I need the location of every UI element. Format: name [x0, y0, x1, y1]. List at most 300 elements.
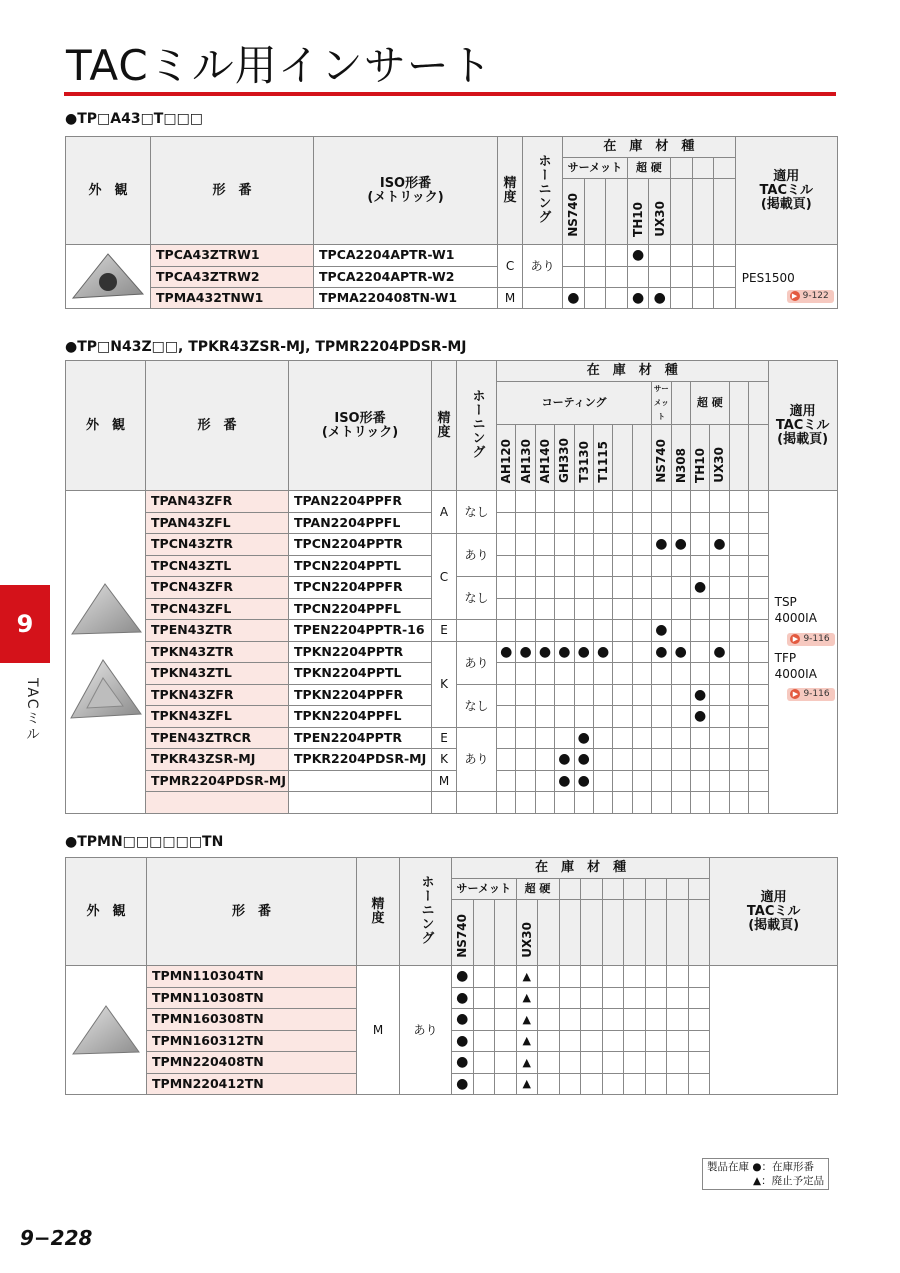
stock-empty	[516, 577, 535, 599]
stock-empty	[613, 598, 632, 620]
stock-empty	[555, 663, 574, 685]
precision-cell: M	[498, 288, 523, 309]
honing-cell: なし	[457, 491, 497, 534]
stock-empty	[749, 512, 769, 534]
stock-empty	[688, 1030, 710, 1052]
stock-empty	[593, 620, 612, 642]
stock-empty	[559, 1009, 581, 1031]
stock-dot: ●	[452, 1009, 474, 1031]
stock-empty	[535, 577, 554, 599]
stock-empty	[749, 641, 769, 663]
stock-empty	[516, 792, 535, 814]
model-cell: TPMA432TNW1	[151, 288, 314, 309]
page-number: 9−228	[20, 1226, 93, 1250]
header-model: 形 番	[151, 137, 314, 245]
discontinue-triangle: ▲	[516, 987, 538, 1009]
stock-empty	[710, 706, 729, 728]
stock-empty	[497, 663, 516, 685]
model-cell: TPKR43ZSR-MJ	[146, 749, 289, 771]
discontinue-triangle: ▲	[516, 1052, 538, 1074]
iso-cell	[289, 792, 432, 814]
stock-empty	[497, 706, 516, 728]
stock-empty	[690, 512, 709, 534]
stock-empty	[574, 706, 593, 728]
stock-empty	[613, 491, 632, 513]
stock-empty	[624, 1030, 646, 1052]
stock-empty	[555, 792, 574, 814]
stock-empty	[710, 684, 729, 706]
stock-empty	[613, 512, 632, 534]
stock-empty	[652, 663, 671, 685]
stock-empty	[613, 577, 632, 599]
stock-empty	[495, 1030, 517, 1052]
header-appearance: 外 観	[66, 858, 147, 966]
model-cell: TPMN110304TN	[147, 966, 357, 988]
stock-empty	[535, 684, 554, 706]
precision-cell: E	[432, 620, 457, 642]
grade-blank	[581, 900, 603, 966]
honing-cell: なし	[457, 577, 497, 620]
iso-cell	[289, 770, 432, 792]
stock-empty	[710, 577, 729, 599]
stock-empty	[749, 577, 769, 599]
precision-cell: M	[432, 770, 457, 792]
header-stock: 在 庫 材 種	[563, 137, 736, 158]
stock-empty	[593, 512, 612, 534]
stock-empty	[690, 792, 709, 814]
header-cermet: サーメット	[563, 158, 628, 179]
stock-empty	[645, 966, 667, 988]
grade-ns740: NS740	[452, 900, 474, 966]
stock-dot: ●	[652, 620, 671, 642]
header-carbide: 超 硬	[627, 158, 670, 179]
stock-empty	[538, 966, 560, 988]
model-cell: TPKN43ZFL	[146, 706, 289, 728]
section3-table	[65, 857, 838, 1095]
stock-empty	[555, 491, 574, 513]
stock-empty	[652, 512, 671, 534]
stock-empty	[671, 512, 690, 534]
stock-empty	[710, 620, 729, 642]
stock-empty	[497, 792, 516, 814]
grade-blank	[606, 179, 628, 245]
stock-empty	[645, 987, 667, 1009]
stock-dot: ●	[555, 770, 574, 792]
section2-insert-images	[66, 491, 146, 814]
stock-empty	[516, 727, 535, 749]
stock-dot: ●	[574, 749, 593, 771]
stock-empty	[710, 792, 729, 814]
stock-empty	[688, 987, 710, 1009]
stock-empty	[652, 749, 671, 771]
stock-empty	[535, 598, 554, 620]
stock-empty	[613, 706, 632, 728]
stock-empty	[584, 266, 606, 288]
stock-empty	[613, 684, 632, 706]
iso-cell: TPAN2204PPFL	[289, 512, 432, 534]
stock-empty	[667, 966, 689, 988]
stock-empty	[652, 684, 671, 706]
stock-empty	[667, 1009, 689, 1031]
section2-title: ●TP□N43Z□□, TPKR43ZSR-MJ, TPMR2204PDSR-MJ	[65, 339, 467, 355]
insert-chipbreaker-image	[67, 656, 145, 726]
honing-cell	[457, 792, 497, 814]
discontinue-triangle: ▲	[516, 1073, 538, 1095]
stock-empty	[593, 684, 612, 706]
section1-applicable: PES1500 ▶ 9-122	[735, 245, 837, 309]
stock-empty	[671, 727, 690, 749]
section1-table	[65, 136, 838, 309]
stock-empty	[671, 663, 690, 685]
stock-empty	[497, 727, 516, 749]
stock-empty	[710, 770, 729, 792]
stock-empty	[535, 512, 554, 534]
grade-ux30: UX30	[649, 179, 671, 245]
stock-empty	[606, 288, 628, 309]
grade-blank	[749, 425, 769, 491]
stock-empty	[645, 1052, 667, 1074]
stock-empty	[516, 749, 535, 771]
iso-cell: TPKN2204PPTR	[289, 641, 432, 663]
section1-title: ●TP□A43□T□□□	[65, 111, 204, 127]
header-model: 形 番	[147, 858, 357, 966]
stock-dot: ●	[690, 684, 709, 706]
iso-cell: TPKN2204PPFR	[289, 684, 432, 706]
honing-cell: なし	[457, 684, 497, 727]
insert-triangle-image	[67, 578, 145, 642]
stock-empty	[602, 987, 624, 1009]
title-rule	[64, 92, 836, 96]
header-precision: 精 度	[432, 361, 457, 491]
stock-empty	[729, 663, 748, 685]
stock-empty	[645, 1073, 667, 1095]
stock-empty	[538, 987, 560, 1009]
stock-empty	[729, 641, 748, 663]
grade-blank	[624, 900, 646, 966]
iso-cell: TPCN2204PPFL	[289, 598, 432, 620]
header-appearance: 外 観	[66, 137, 151, 245]
section3-applicable	[710, 966, 838, 1095]
stock-empty	[692, 245, 714, 267]
stock-dot: ●	[710, 534, 729, 556]
stock-dot: ●	[671, 534, 690, 556]
stock-empty	[497, 512, 516, 534]
discontinue-triangle: ▲	[516, 1030, 538, 1052]
stock-empty	[559, 987, 581, 1009]
stock-empty	[497, 577, 516, 599]
iso-cell: TPKR2204PDSR-MJ	[289, 749, 432, 771]
stock-empty	[671, 792, 690, 814]
stock-empty	[593, 792, 612, 814]
section3-title: ●TPMN□□□□□□TN	[65, 834, 224, 850]
stock-empty	[613, 555, 632, 577]
stock-empty	[613, 792, 632, 814]
stock-dot: ●	[452, 1073, 474, 1095]
stock-empty	[624, 966, 646, 988]
stock-empty	[690, 620, 709, 642]
precision-cell	[432, 792, 457, 814]
model-cell: TPCN43ZTL	[146, 555, 289, 577]
stock-empty	[497, 534, 516, 556]
header-stock: 在 庫 材 種	[452, 858, 710, 879]
stock-empty	[535, 727, 554, 749]
stock-empty	[593, 749, 612, 771]
stock-empty	[749, 620, 769, 642]
stock-empty	[584, 288, 606, 309]
stock-empty	[535, 555, 554, 577]
stock-empty	[667, 1052, 689, 1074]
model-cell: TPEN43ZTR	[146, 620, 289, 642]
stock-empty	[729, 620, 748, 642]
chapter-label: TACミル	[24, 678, 40, 743]
model-cell: TPKN43ZFR	[146, 684, 289, 706]
stock-empty	[624, 987, 646, 1009]
grade-n308: N308	[671, 425, 690, 491]
insert-triangle-image	[69, 1000, 143, 1060]
stock-empty	[593, 577, 612, 599]
grade-blank	[645, 900, 667, 966]
stock-empty	[497, 598, 516, 620]
stock-empty	[632, 641, 651, 663]
iso-cell: TPKN2204PPTL	[289, 663, 432, 685]
stock-empty	[627, 266, 649, 288]
stock-empty	[495, 1052, 517, 1074]
stock-empty	[670, 288, 692, 309]
stock-empty	[535, 534, 554, 556]
stock-dot: ●	[710, 641, 729, 663]
grade-blank	[714, 179, 736, 245]
stock-empty	[729, 706, 748, 728]
stock-empty	[729, 727, 748, 749]
header-iso: ISO形番 (メトリック)	[289, 361, 432, 491]
stock-empty	[473, 1073, 495, 1095]
stock-empty	[749, 706, 769, 728]
stock-empty	[495, 966, 517, 988]
model-cell: TPCA43ZTRW2	[151, 266, 314, 288]
stock-empty	[516, 534, 535, 556]
stock-empty	[613, 770, 632, 792]
stock-empty	[581, 1030, 603, 1052]
chapter-tab[interactable]: 9	[0, 585, 50, 663]
stock-empty	[555, 555, 574, 577]
stock-empty	[729, 684, 748, 706]
stock-empty	[555, 727, 574, 749]
stock-empty	[535, 749, 554, 771]
stock-empty	[497, 491, 516, 513]
grade-t1115: T1115	[593, 425, 612, 491]
stock-empty	[516, 770, 535, 792]
stock-empty	[593, 598, 612, 620]
iso-cell: TPAN2204PPFR	[289, 491, 432, 513]
stock-empty	[602, 1052, 624, 1074]
iso-cell: TPKN2204PPFL	[289, 706, 432, 728]
stock-empty	[632, 684, 651, 706]
stock-empty	[606, 266, 628, 288]
ref-link-9-116-tsp[interactable]: ▶ 9-116	[787, 633, 834, 646]
stock-empty	[632, 792, 651, 814]
grade-gh330: GH330	[555, 425, 574, 491]
stock-empty	[729, 555, 748, 577]
precision-cell: K	[432, 749, 457, 771]
model-cell: TPAN43ZFR	[146, 491, 289, 513]
stock-empty	[729, 792, 748, 814]
stock-empty	[497, 684, 516, 706]
grade-ah120: AH120	[497, 425, 516, 491]
section3-insert-image	[66, 966, 147, 1095]
stock-empty	[516, 684, 535, 706]
stock-dot: ●	[593, 641, 612, 663]
stock-empty	[652, 770, 671, 792]
model-cell	[146, 792, 289, 814]
stock-empty	[729, 770, 748, 792]
stock-empty	[473, 1009, 495, 1031]
stock-empty	[624, 1073, 646, 1095]
discontinue-triangle: ▲	[516, 1009, 538, 1031]
stock-empty	[473, 1052, 495, 1074]
model-cell: TPMN220412TN	[147, 1073, 357, 1095]
stock-empty	[671, 598, 690, 620]
stock-empty	[538, 1073, 560, 1095]
precision-cell: C	[432, 534, 457, 620]
iso-cell: TPCN2204PPFR	[289, 577, 432, 599]
stock-empty	[535, 770, 554, 792]
stock-empty	[690, 534, 709, 556]
stock-empty	[574, 534, 593, 556]
stock-empty	[632, 749, 651, 771]
stock-empty	[495, 1073, 517, 1095]
iso-cell: TPCN2204PPTL	[289, 555, 432, 577]
stock-empty	[688, 1073, 710, 1095]
stock-empty	[516, 663, 535, 685]
stock-empty	[749, 663, 769, 685]
grade-blank	[559, 900, 581, 966]
grade-blank	[473, 900, 495, 966]
iso-cell: TPCA2204APTR-W1	[314, 245, 498, 267]
stock-empty	[581, 966, 603, 988]
grade-ah140: AH140	[535, 425, 554, 491]
stock-empty	[645, 1009, 667, 1031]
stock-empty	[632, 620, 651, 642]
grade-ux30: UX30	[516, 900, 538, 966]
stock-empty	[606, 245, 628, 267]
ref-link-9-116-tfp[interactable]: ▶ 9-116	[787, 688, 834, 701]
stock-empty	[652, 727, 671, 749]
stock-empty	[632, 663, 651, 685]
stock-empty	[632, 491, 651, 513]
stock-empty	[574, 620, 593, 642]
model-cell: TPKN43ZTL	[146, 663, 289, 685]
stock-empty	[555, 620, 574, 642]
grade-blank	[729, 425, 748, 491]
grade-blank	[632, 425, 651, 491]
stock-empty	[574, 684, 593, 706]
stock-empty	[671, 770, 690, 792]
stock-empty	[593, 706, 612, 728]
stock-empty	[690, 663, 709, 685]
stock-empty	[670, 245, 692, 267]
stock-empty	[559, 1030, 581, 1052]
grade-blank	[495, 900, 517, 966]
stock-dot: ●	[555, 749, 574, 771]
stock-empty	[749, 598, 769, 620]
section2-table	[65, 360, 838, 814]
stock-empty	[649, 266, 671, 288]
stock-empty	[652, 491, 671, 513]
section2-applicable: TSP 4000IA ▶ 9-116 TFP 4000IA ▶ 9-116	[768, 491, 837, 814]
model-cell: TPMN220408TN	[147, 1052, 357, 1074]
stock-empty	[632, 534, 651, 556]
stock-empty	[652, 577, 671, 599]
stock-empty	[613, 641, 632, 663]
stock-empty	[574, 555, 593, 577]
header-carbide: 超 硬	[516, 879, 559, 900]
stock-dot: ●	[574, 770, 593, 792]
stock-dot: ●	[555, 641, 574, 663]
stock-empty	[729, 512, 748, 534]
header-precision: 精 度	[357, 858, 400, 966]
stock-empty	[710, 555, 729, 577]
iso-cell: TPEN2204PPTR-16	[289, 620, 432, 642]
stock-empty	[538, 1030, 560, 1052]
stock-empty	[535, 706, 554, 728]
stock-empty	[535, 792, 554, 814]
stock-empty	[710, 727, 729, 749]
stock-empty	[671, 620, 690, 642]
header-applicable: 適用 TACミル (掲載頁)	[735, 137, 837, 245]
ref-link-9-122[interactable]: ▶ 9-122	[787, 290, 834, 303]
stock-empty	[538, 1052, 560, 1074]
header-cermet: サーメット	[452, 879, 517, 900]
stock-empty	[593, 555, 612, 577]
stock-empty	[714, 245, 736, 267]
stock-dot: ●	[563, 288, 585, 309]
model-cell: TPCN43ZFR	[146, 577, 289, 599]
stock-empty	[559, 1052, 581, 1074]
precision-cell: E	[432, 727, 457, 749]
stock-empty	[516, 491, 535, 513]
grade-blank	[538, 900, 560, 966]
header-applicable: 適用 TACミル (掲載頁)	[710, 858, 838, 966]
section1-insert-image	[66, 245, 151, 309]
stock-empty	[729, 577, 748, 599]
stock-empty	[710, 749, 729, 771]
iso-cell: TPMA220408TN-W1	[314, 288, 498, 309]
iso-cell: TPEN2204PPTR	[289, 727, 432, 749]
stock-empty	[593, 534, 612, 556]
stock-empty	[574, 491, 593, 513]
stock-empty	[555, 534, 574, 556]
stock-empty	[632, 555, 651, 577]
stock-empty	[497, 749, 516, 771]
stock-empty	[584, 245, 606, 267]
legend: 製品在庫 ●：在庫形番 ▲：廃止予定品	[702, 1158, 829, 1190]
model-cell: TPCA43ZTRW1	[151, 245, 314, 267]
grade-ns740: NS740	[563, 179, 585, 245]
stock-empty	[613, 534, 632, 556]
stock-empty	[555, 706, 574, 728]
stock-dot: ●	[452, 966, 474, 988]
stock-empty	[574, 792, 593, 814]
header-stock: 在 庫 材 種	[497, 361, 769, 382]
grade-t3130: T3130	[574, 425, 593, 491]
stock-empty	[632, 512, 651, 534]
stock-dot: ●	[516, 641, 535, 663]
stock-empty	[555, 684, 574, 706]
stock-empty	[473, 987, 495, 1009]
stock-empty	[671, 749, 690, 771]
stock-empty	[688, 1052, 710, 1074]
header-applicable: 適用 TACミル (掲載頁)	[768, 361, 837, 491]
